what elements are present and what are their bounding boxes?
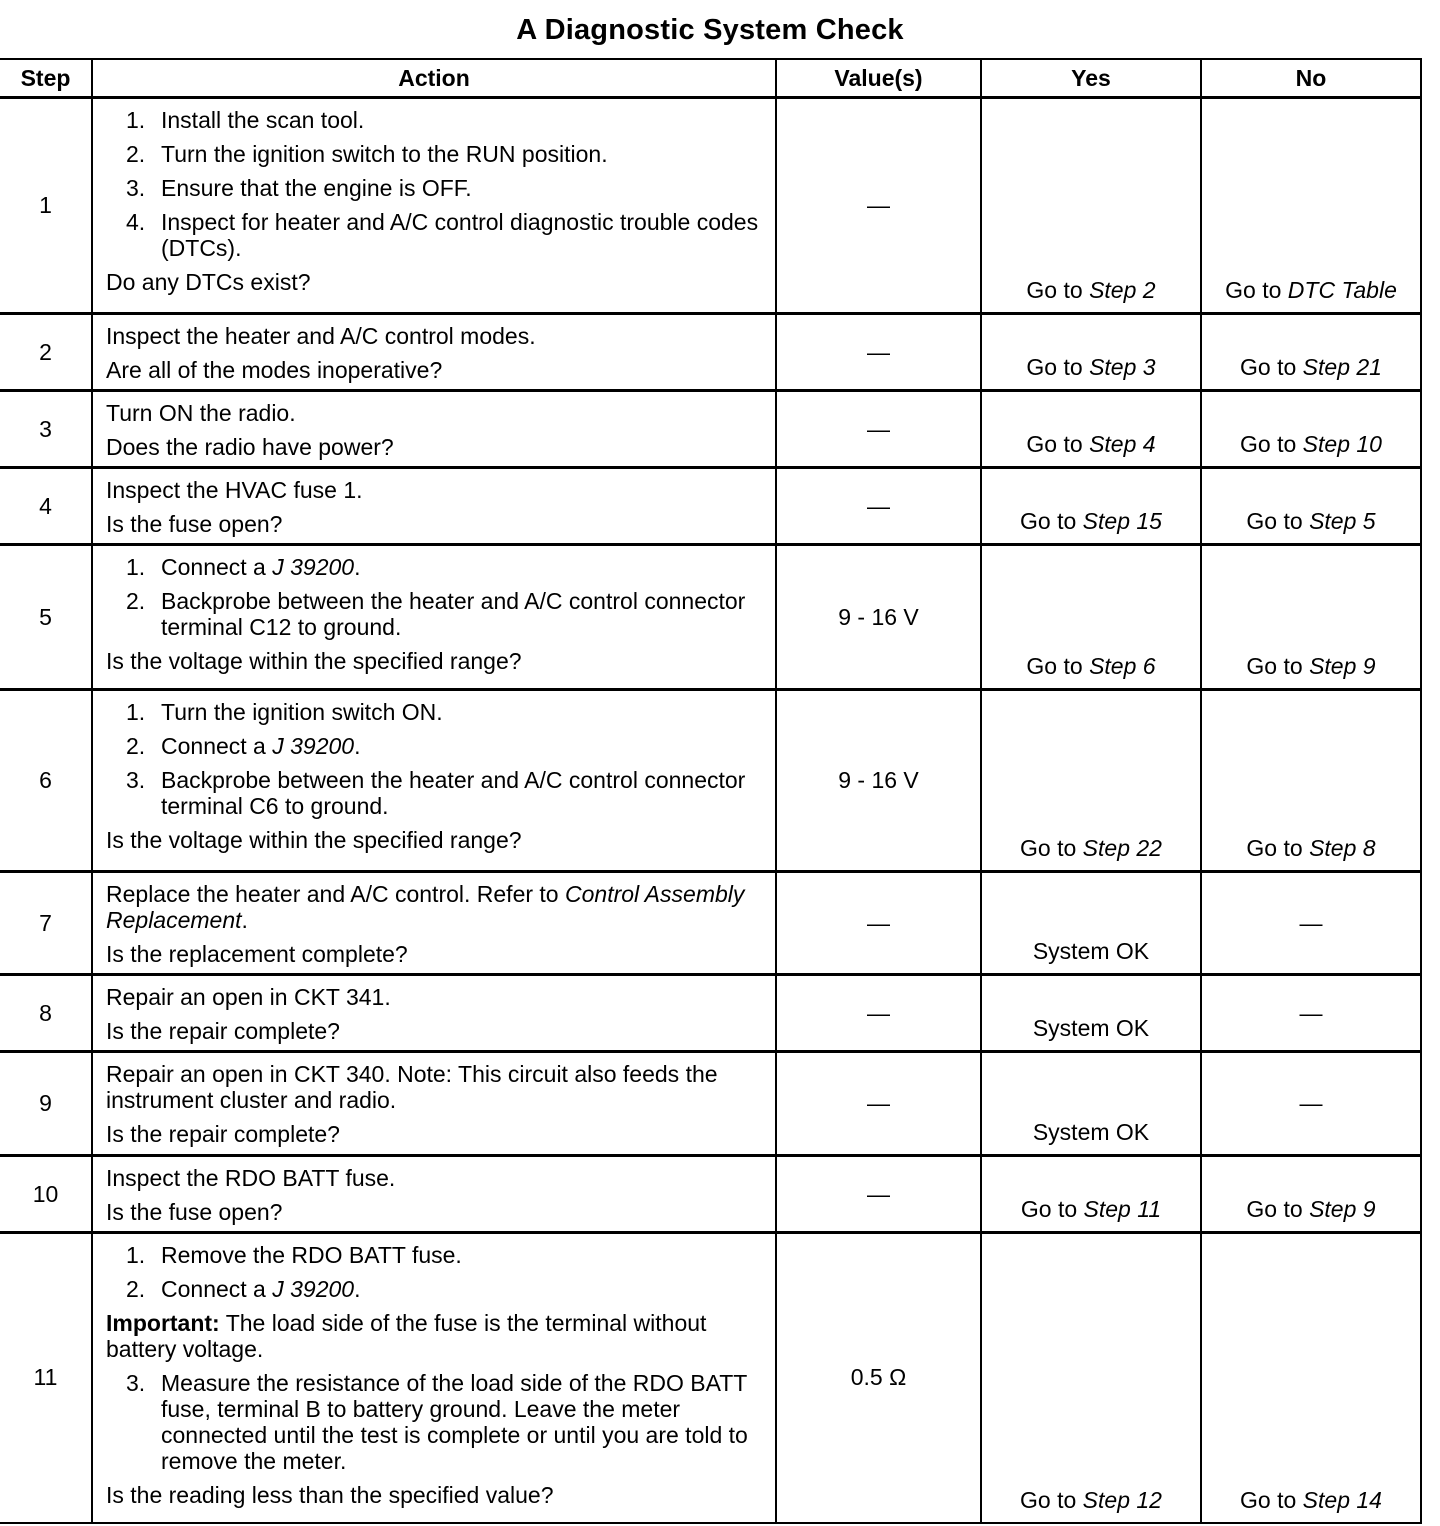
step-number: 6	[0, 690, 92, 872]
action-item: 2. Turn the ignition switch to the RUN position.	[126, 141, 608, 167]
table-row	[0, 872, 1421, 975]
value-cell: 9 - 16 V	[776, 690, 981, 872]
action-cell	[92, 1156, 776, 1233]
action-text: Inspect the RDO BATT fuse.	[106, 1165, 396, 1191]
action-cell	[92, 975, 776, 1052]
yes-cell: Go to Step 11	[981, 1156, 1201, 1233]
step-number: 7	[0, 872, 92, 975]
step-number: 9	[0, 1052, 92, 1156]
action-cell	[92, 391, 776, 468]
action-cell	[92, 1233, 776, 1523]
value-cell: —	[776, 468, 981, 545]
page-title: A Diagnostic System Check	[516, 14, 904, 46]
important-note: Important: The load side of the fuse is the terminal without battery voltage.	[106, 1310, 707, 1362]
yes-cell: Go to Step 2	[981, 98, 1201, 314]
yes-cell: System OK	[981, 872, 1201, 975]
step-number: 8	[0, 975, 92, 1052]
action-question: Is the reading less than the specified value?	[106, 1482, 554, 1508]
header-step: Step	[0, 59, 92, 98]
no-cell: Go to Step 9	[1201, 1156, 1421, 1233]
action-cell	[92, 872, 776, 975]
table-row	[0, 975, 1421, 1052]
no-cell: Go to Step 9	[1201, 545, 1421, 690]
no-cell: Go to Step 21	[1201, 314, 1421, 391]
value-cell: —	[776, 314, 981, 391]
yes-cell: Go to Step 22	[981, 690, 1201, 872]
action-cell	[92, 690, 776, 872]
step-number: 1	[0, 98, 92, 314]
step-number: 10	[0, 1156, 92, 1233]
action-question: Does the radio have power?	[106, 434, 394, 460]
table-row	[0, 468, 1421, 545]
action-item: 1. Remove the RDO BATT fuse.	[126, 1242, 462, 1268]
no-cell: —	[1201, 1052, 1421, 1156]
action-question: Do any DTCs exist?	[106, 269, 311, 295]
no-cell: Go to Step 5	[1201, 468, 1421, 545]
action-item: 3. Ensure that the engine is OFF.	[126, 175, 472, 201]
value-cell: 9 - 16 V	[776, 545, 981, 690]
header-values: Value(s)	[776, 59, 981, 98]
action-question: Is the repair complete?	[106, 1018, 340, 1044]
action-item: 3. Measure the resistance of the load side of the RDO BATT fuse, terminal B to battery ground. Leave the meter connected until the test is complete or until you are told to remove the meter.	[126, 1370, 748, 1474]
yes-cell: Go to Step 15	[981, 468, 1201, 545]
action-item: 1. Turn the ignition switch ON.	[126, 699, 443, 725]
action-item: 2. Connect a J 39200.	[126, 733, 361, 759]
no-cell: Go to Step 14	[1201, 1233, 1421, 1523]
value-cell: —	[776, 872, 981, 975]
action-text: Turn ON the radio.	[106, 400, 296, 426]
no-cell: —	[1201, 975, 1421, 1052]
value-cell: —	[776, 391, 981, 468]
value-cell: —	[776, 1052, 981, 1156]
step-number: 4	[0, 468, 92, 545]
no-cell: Go to Step 8	[1201, 690, 1421, 872]
table-row	[0, 1052, 1421, 1156]
action-question: Is the fuse open?	[106, 1199, 283, 1225]
action-text: Repair an open in CKT 340. Note: This circuit also feeds the instrument cluster and radio.	[106, 1061, 718, 1113]
no-cell: Go to Step 10	[1201, 391, 1421, 468]
step-number: 2	[0, 314, 92, 391]
yes-cell: Go to Step 4	[981, 391, 1201, 468]
table-row	[0, 690, 1421, 872]
action-item: 1. Connect a J 39200.	[126, 554, 361, 580]
no-cell: Go to DTC Table	[1201, 98, 1421, 314]
action-question: Is the voltage within the specified range?	[106, 648, 522, 674]
action-item: 2. Backprobe between the heater and A/C control connector terminal C12 to ground.	[126, 588, 746, 640]
action-text: Inspect the heater and A/C control modes.	[106, 323, 536, 349]
action-item: 1. Install the scan tool.	[126, 107, 365, 133]
action-text: Inspect the HVAC fuse 1.	[106, 477, 363, 503]
action-cell	[92, 314, 776, 391]
header-no: No	[1201, 59, 1421, 98]
action-item: 2. Connect a J 39200.	[126, 1276, 361, 1302]
table-row	[0, 545, 1421, 690]
value-cell: —	[776, 975, 981, 1052]
reference-link: Control Assembly Replacement	[106, 881, 745, 933]
no-cell: —	[1201, 872, 1421, 975]
yes-cell: Go to Step 6	[981, 545, 1201, 690]
table-row	[0, 391, 1421, 468]
action-cell	[92, 468, 776, 545]
action-question: Is the fuse open?	[106, 511, 283, 537]
table-header-row	[0, 59, 1421, 98]
action-question: Are all of the modes inoperative?	[106, 357, 443, 383]
yes-cell: System OK	[981, 1052, 1201, 1156]
step-number: 11	[0, 1233, 92, 1523]
diagnostic-table	[0, 58, 1422, 1524]
action-cell	[92, 545, 776, 690]
table-row	[0, 1233, 1421, 1523]
action-item: 4. Inspect for heater and A/C control diagnostic trouble codes (DTCs).	[126, 209, 759, 261]
table-row	[0, 314, 1421, 391]
action-text: Replace the heater and A/C control. Refer to Control Assembly Replacement.	[106, 881, 745, 933]
table-row	[0, 98, 1421, 314]
step-number: 5	[0, 545, 92, 690]
action-question: Is the replacement complete?	[106, 941, 408, 967]
header-action: Action	[92, 59, 776, 98]
action-cell	[92, 1052, 776, 1156]
step-number: 3	[0, 391, 92, 468]
action-question: Is the repair complete?	[106, 1121, 340, 1147]
value-cell: 0.5 Ω	[776, 1233, 981, 1523]
action-cell	[92, 98, 776, 314]
yes-cell: Go to Step 3	[981, 314, 1201, 391]
header-yes: Yes	[981, 59, 1201, 98]
value-cell: —	[776, 98, 981, 314]
yes-cell: Go to Step 12	[981, 1233, 1201, 1523]
yes-cell: System OK	[981, 975, 1201, 1052]
action-item: 3. Backprobe between the heater and A/C control connector terminal C6 to ground.	[126, 767, 746, 819]
action-question: Is the voltage within the specified range?	[106, 827, 522, 853]
value-cell: —	[776, 1156, 981, 1233]
table-row	[0, 1156, 1421, 1233]
action-text: Repair an open in CKT 341.	[106, 984, 391, 1010]
